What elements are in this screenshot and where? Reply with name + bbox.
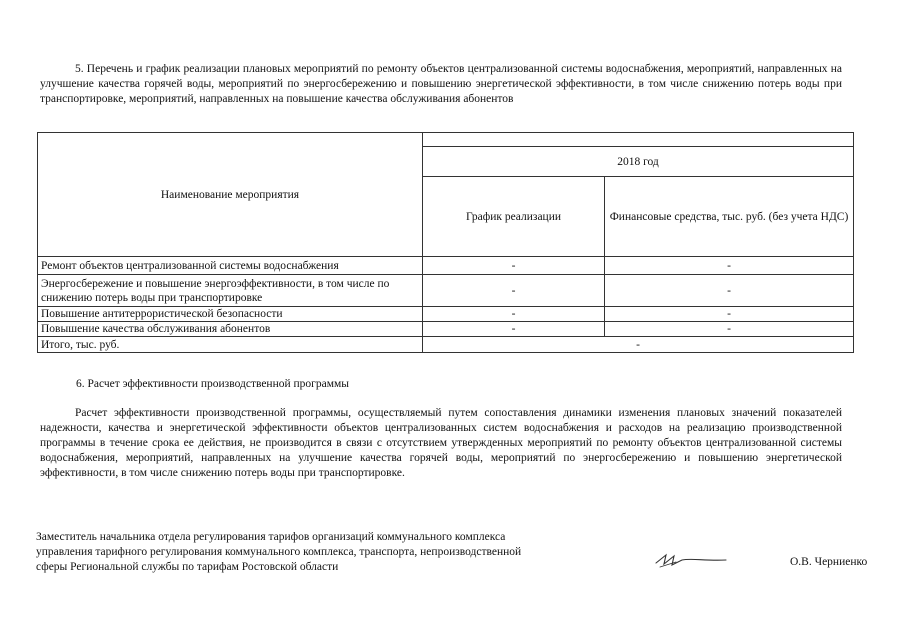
position-line: Заместитель начальника отдела регулирования тарифов организаций коммунального комплекса	[36, 531, 506, 543]
header-blank-cell	[423, 133, 854, 147]
position-line: управления тарифного регулирования коммунального комплекса, транспорта, непроизводственной	[36, 546, 522, 558]
total-row	[38, 337, 854, 353]
row-finance: -	[605, 322, 854, 337]
measures-table	[37, 132, 854, 353]
row-name: Повышение качества обслуживания абонентов	[38, 322, 423, 337]
row-schedule: -	[423, 257, 605, 275]
table-row	[38, 322, 854, 337]
col-header-finance: Финансовые средства, тыс. руб. (без учета НДС)	[605, 177, 854, 257]
row-schedule: -	[423, 322, 605, 337]
signatory-position	[36, 530, 596, 575]
section-6-heading: 6. Расчет эффективности производственной программы	[76, 378, 350, 390]
row-finance: -	[605, 275, 854, 307]
row-finance: -	[605, 307, 854, 322]
row-schedule: -	[423, 307, 605, 322]
handwritten-signature	[652, 547, 732, 573]
row-schedule: -	[423, 275, 605, 307]
total-label: Итого, тыс. руб.	[38, 337, 423, 353]
section-5-paragraph: 5. Перечень и график реализации плановых мероприятий по ремонту объектов централизованной системы водоснабжения, мероприятий, направленных на улучшение качества горячей воды, мероприятий по энергосбережению и повышению энергетической эффективности, в том числе снижению потерь воды при транспортировке, мероприятий, направленных на повышение качества обслуживания абонентов	[40, 63, 842, 105]
signatory-name: О.В. Черниенко	[790, 556, 868, 568]
row-name: Повышение антитеррористической безопасности	[38, 307, 423, 322]
row-name: Энергосбережение и повышение энергоэффективности, в том числе по снижению потерь воды при транспортировке	[38, 275, 423, 307]
total-value: -	[423, 337, 854, 353]
col-header-name: Наименование мероприятия	[38, 133, 423, 257]
table-row	[38, 307, 854, 322]
year-header: 2018 год	[423, 147, 854, 177]
row-finance: -	[605, 257, 854, 275]
col-header-schedule: График реализации	[423, 177, 605, 257]
row-name: Ремонт объектов централизованной системы водоснабжения	[38, 257, 423, 275]
position-line: сферы Региональной службы по тарифам Ростовской области	[36, 561, 339, 573]
table-row	[38, 257, 854, 275]
section-6-paragraph: Расчет эффективности производственной программы, осуществляемый путем сопоставления динамики изменения плановых значений показателей надежности, качества и энергетической эффективности объектов централизованных систем водоснабжения и расходов на реализацию производственной программы в течение срока ее действия, не производится в связи с отсутствием утвержденных мероприятий по ремонту объектов централизованной системы водоснабжения, мероприятий, направленных на улучшение качества горячей воды, мероприятий по энергосбережению и повышению энергетической эффективности, в том числе снижению потерь воды при транспортировке.	[40, 407, 842, 479]
table-row	[38, 275, 854, 307]
